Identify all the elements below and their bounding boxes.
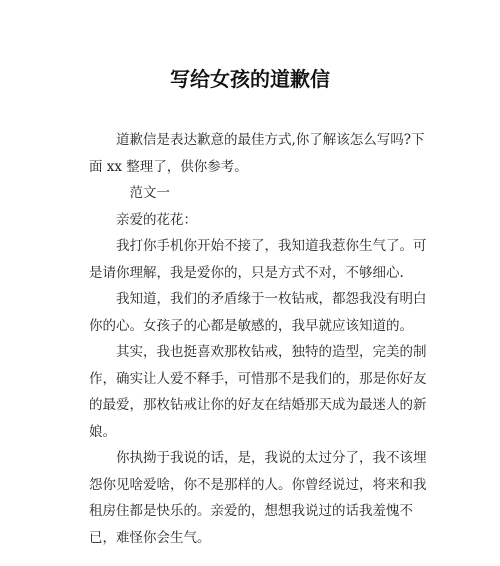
document-title: 写给女孩的道歉信 [170,67,330,91]
document-body [89,127,431,551]
paragraph-body-4: 你执拗于我说的话，是，我说的太过分了，我不该埋怨你见啥爱啥，你不是那样的人。你曾经说过，将来和我租房住都是快乐的。亲爱的，想想我说过的话我羞愧不已，难怪你会生气。 [89,450,427,546]
paragraph-heading-sample: 范文一 [129,185,170,201]
paragraph-intro: 道歉信是表达歉意的最佳方式,你了解该怎么写吗?下面 xx 整理了，供你参考。 [89,132,425,175]
paragraph-body-2: 我知道，我们的矛盾缘于一枚钻戒，都怨我没有明白你的心。女孩子的心都是敏感的，我早就应该知道的。 [89,291,427,334]
paragraph-body-1: 我打你手机你开始不接了，我知道我惹你生气了。可是请你理解，我是爱你的，只是方式不对，不够细心. [89,238,427,281]
paragraph-body-3: 其实，我也挺喜欢那枚钻戒，独特的造型，完美的制作，确实让人爱不释手，可惜那不是我们的，那是你好友的最爱，那枚钻戒让你的好友在结婚那天成为最迷人的新娘。 [89,344,427,440]
paragraph-salutation: 亲爱的花花： [116,211,197,228]
